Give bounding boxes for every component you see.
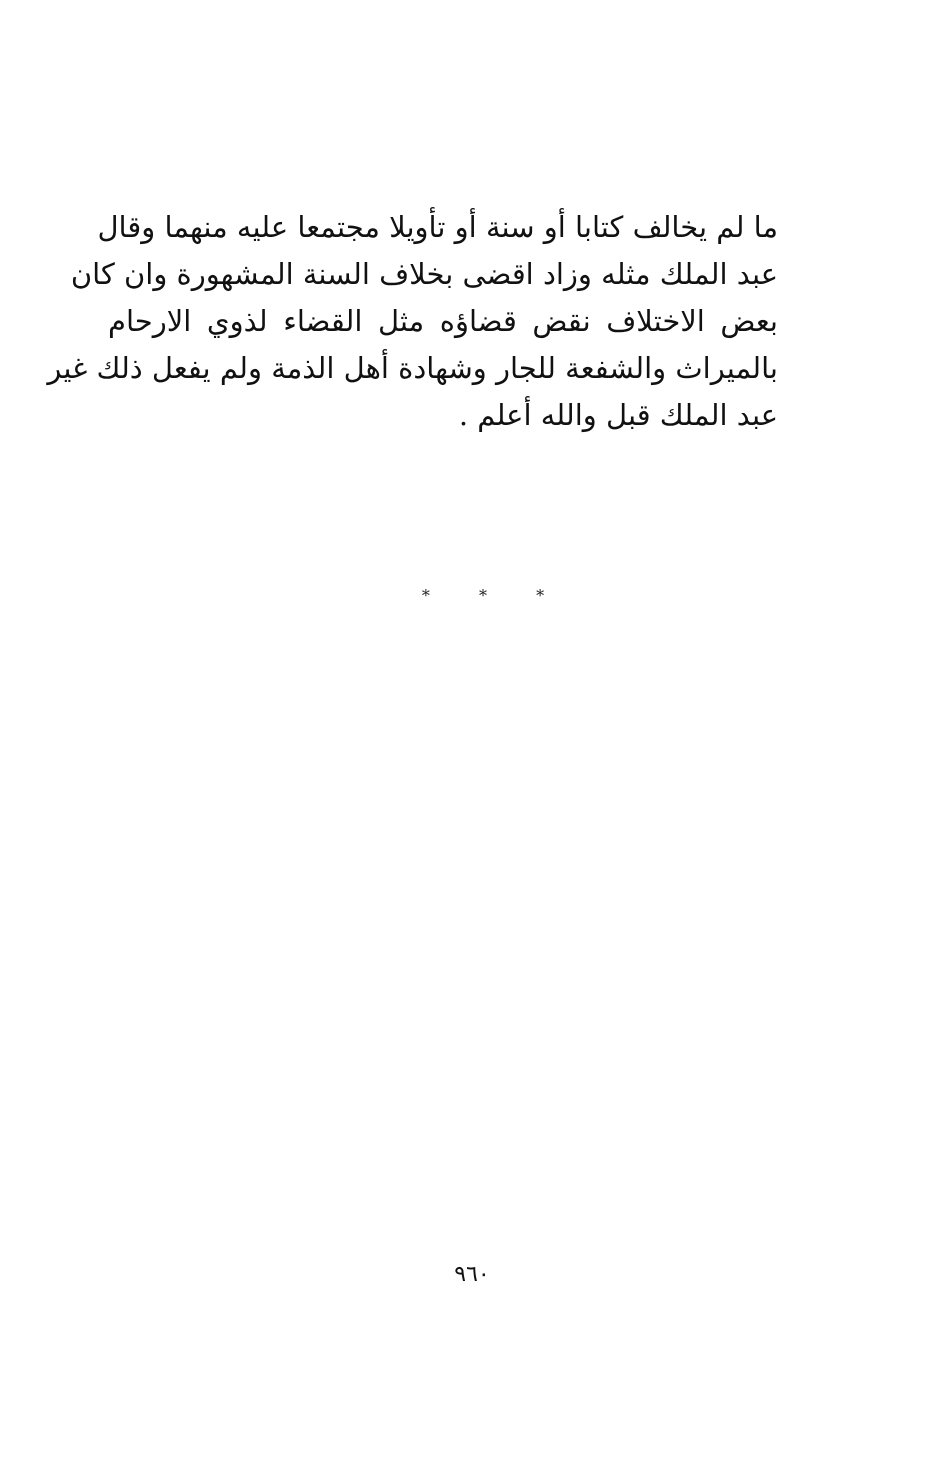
body-paragraph bbox=[47, 204, 778, 439]
page-number: ٩٦٠ bbox=[454, 1262, 490, 1287]
text-line: عبد الملك قبل والله أعلم . bbox=[458, 398, 778, 432]
text-line: بعض الاختلاف نقض قضاؤه مثل القضاء لذوي الارحام bbox=[108, 304, 778, 338]
section-separator: * * * bbox=[421, 586, 567, 605]
text-line: عبد الملك مثله وزاد اقضى بخلاف السنة المشهورة وان كان bbox=[70, 257, 778, 291]
text-line: ما لم يخالف كتابا أو سنة أو تأويلا مجتمعا عليه منهما وقال bbox=[97, 210, 778, 244]
text-line: بالميراث والشفعة للجار وشهادة أهل الذمة ولم يفعل ذلك غير bbox=[47, 351, 778, 385]
